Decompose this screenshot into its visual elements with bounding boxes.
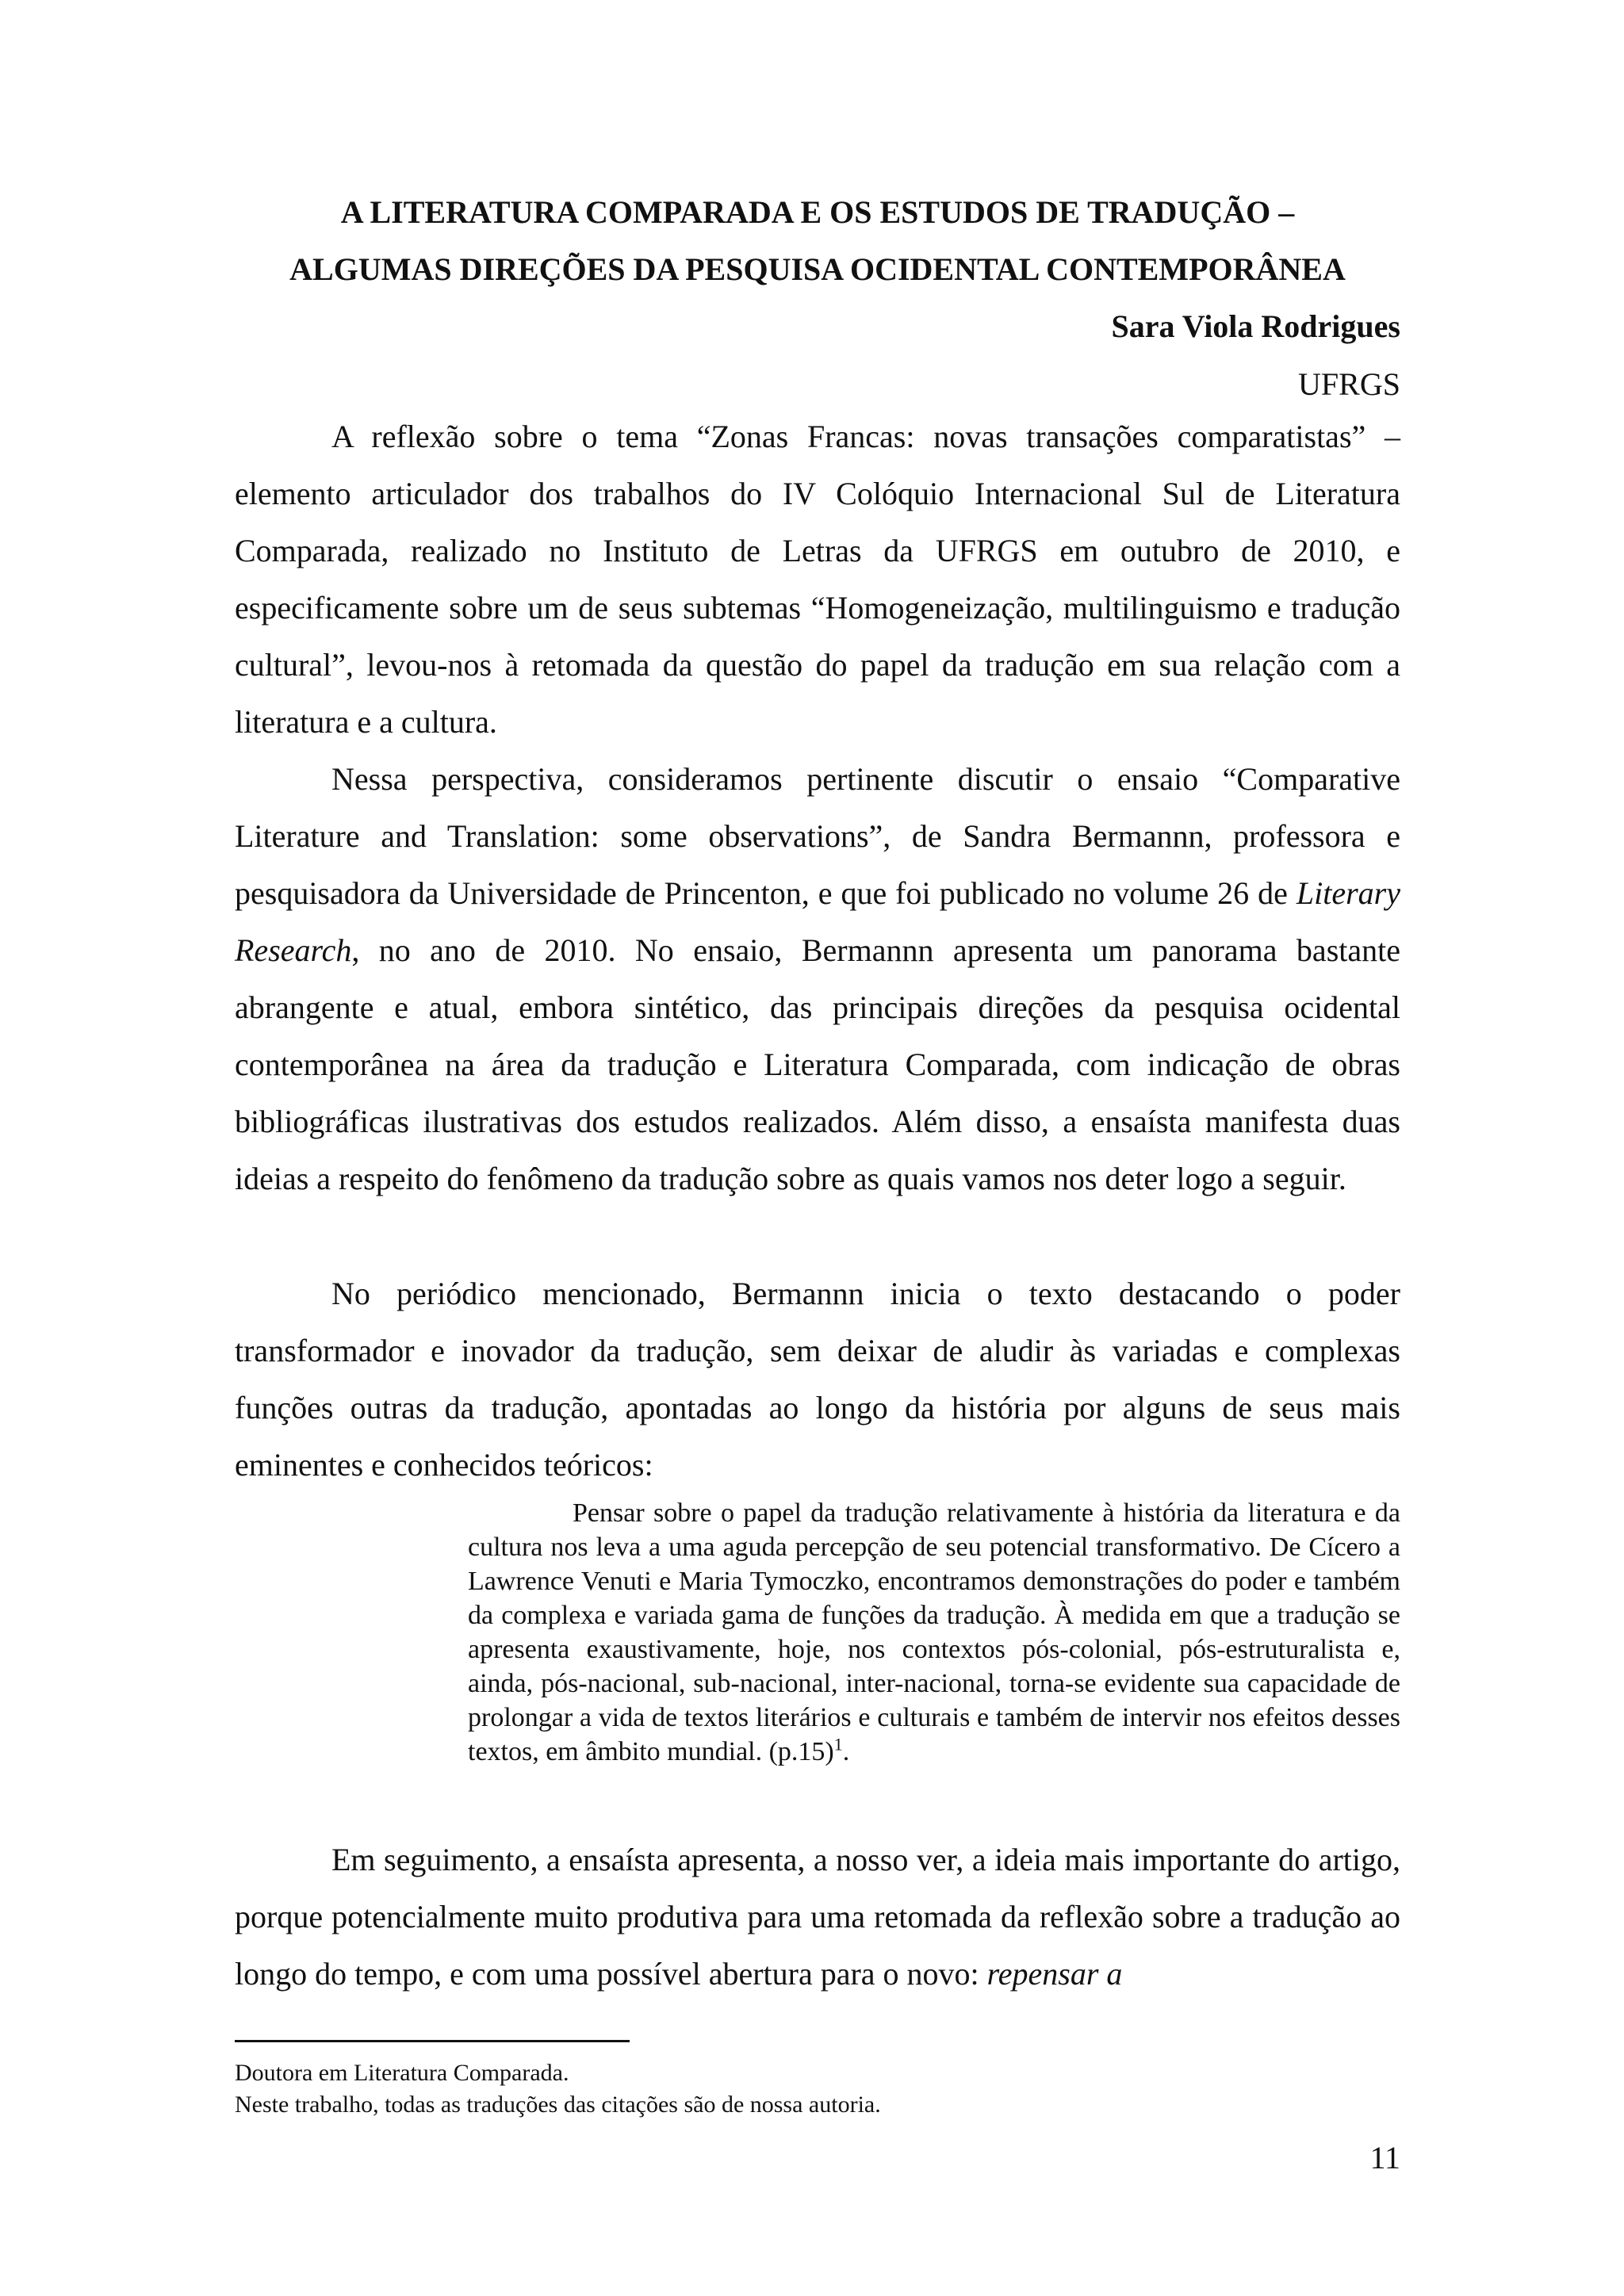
- paragraph-2-text-a: Nessa perspectiva, consideramos pertinente discutir o ensaio “Comparative Literature and Translation: some observations”, de Sandra Bermannn, professora e pesquisadora da Universidade de Princenton, e que foi publicado no volume 26 de: [235, 761, 1400, 911]
- paragraph-2-text-b: , no ano de 2010. No ensaio, Bermannn apresenta um panorama bastante abrangente e atual, embora sintético, das principais direções da pesquisa ocidental contemporânea na área da tradução e Literatura Comparada, com indicação de obras bibliográficas ilustrativas dos estudos realizados. Além disso, a ensaísta manifesta duas ideias a respeito do fenômeno da tradução sobre as quais vamos nos deter logo a seguir.: [235, 932, 1400, 1196]
- footnote-2: Neste trabalho, todas as traduções das citações são de nossa autoria.: [235, 2091, 881, 2118]
- journal-title: Literary Research: [235, 875, 1400, 968]
- paragraph-2: [235, 751, 1400, 1207]
- page-number: 11: [1369, 2140, 1400, 2175]
- paragraph-4-italic: repensar a: [986, 1956, 1123, 1992]
- paragraph-1: A reflexão sobre o tema “Zonas Francas: novas transações comparatistas” – elemento articulador dos trabalhos do IV Colóquio Internacional Sul de Literatura Comparada, realizado no Instituto de Letras da UFRGS em outubro de 2010, e especificamente sobre um de seus subtemas “Homogeneização, multilinguismo e tradução cultural”, levou-nos à retomada da questão do papel da tradução em sua relação com a literatura e a cultura.: [235, 419, 1400, 740]
- title-line-1: A LITERATURA COMPARADA E OS ESTUDOS DE TRADUÇÃO –: [340, 194, 1295, 230]
- title-line-2: ALGUMAS DIREÇÕES DA PESQUISA OCIDENTAL CONTEMPORÂNEA: [289, 251, 1346, 287]
- paragraph-4-text: Em seguimento, a ensaísta apresenta, a nosso ver, a ideia mais importante do artigo, porque potencialmente muito produtiva para uma retomada da reflexão sobre a tradução ao longo do tempo, e com uma possível abertura para o novo:: [235, 1842, 1400, 1992]
- block-quote-text: Pensar sobre o papel da tradução relativamente à história da literatura e da cultura nos leva a uma aguda percepção de seu potencial transformativo. De Cícero a Lawrence Venuti e Maria Tymoczko, encontramos demonstrações do poder e também da complexa e variada gama de funções da tradução. À medida em que a tradução se apresenta exaustivamente, hoje, nos contextos pós-colonial, pós-estruturalista e, ainda, pós-nacional, sub-nacional, inter-nacional, torna-se evidente sua capacidade de prolongar a vida de textos literários e culturais e também de intervir nos efeitos desses textos, em âmbito mundial. (p.15): [468, 1498, 1400, 1766]
- author-name: Sara Viola Rodrigues: [1111, 308, 1400, 344]
- paragraph-3: No periódico mencionado, Bermannn inicia o texto destacando o poder transformador e inovador da tradução, sem deixar de aludir às variadas e complexas funções outras da tradução, apontadas ao longo da história por alguns de seus mais eminentes e conhecidos teóricos:: [235, 1276, 1400, 1483]
- footnote-mark: 1: [833, 1734, 843, 1755]
- paragraph-4: [235, 1831, 1400, 2003]
- block-quote: [468, 1496, 1400, 1769]
- footnote-rule: [235, 2040, 630, 2042]
- author-affiliation: UFRGS: [1298, 366, 1400, 402]
- block-quote-end: .: [842, 1737, 850, 1766]
- footnote-1: Doutora em Literatura Comparada.: [235, 2060, 569, 2086]
